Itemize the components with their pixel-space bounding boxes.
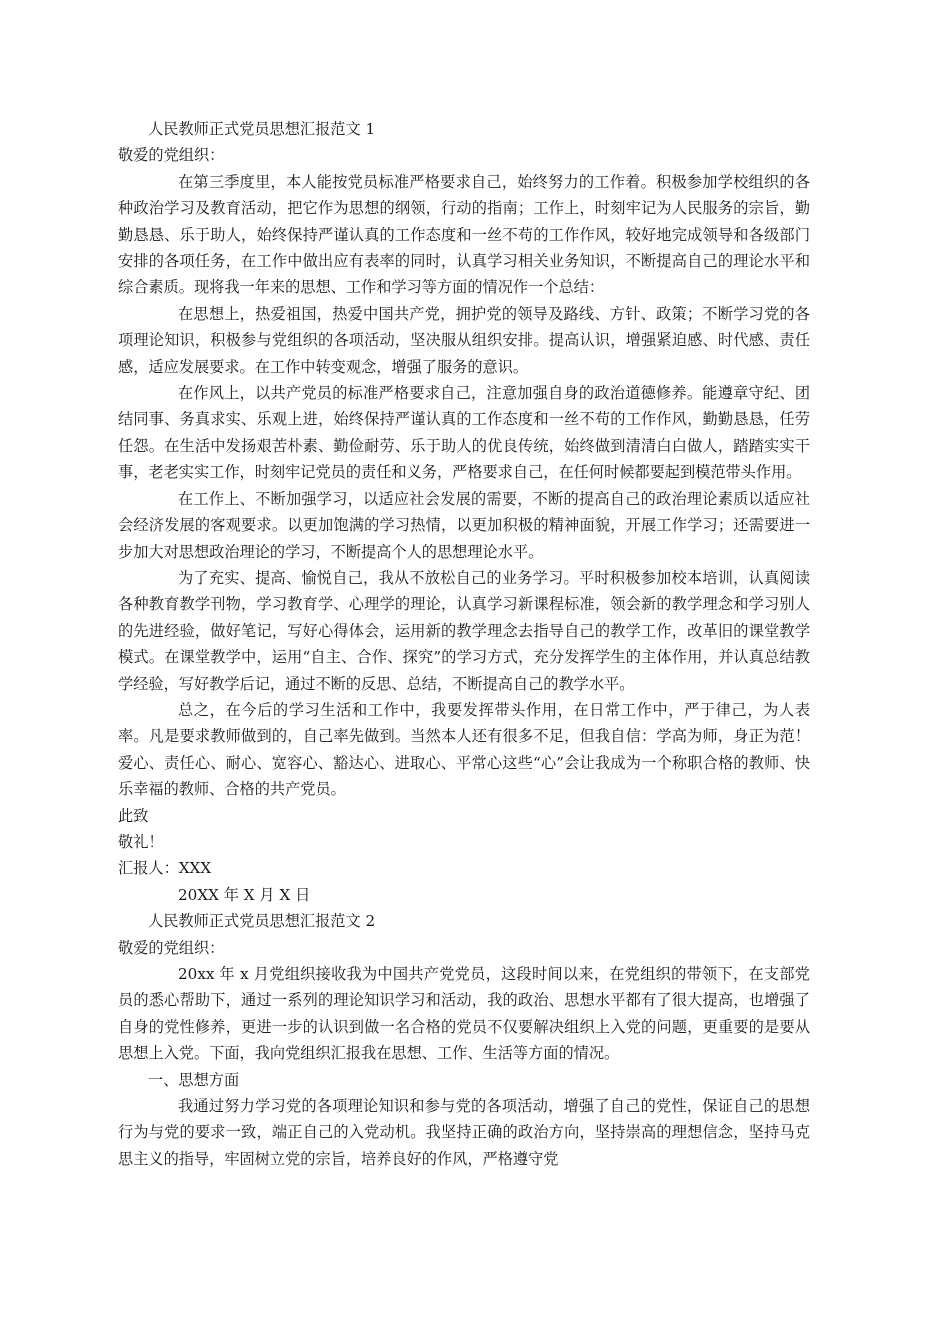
report-2-title: 人民教师正式党员思想汇报范文 2 <box>148 912 376 931</box>
report-1-salutation: 敬爱的党组织： <box>118 146 225 165</box>
report-1-paragraph: 为了充实、提高、愉悦自己，我从不放松自己的业务学习。平时积极参加校本培训，认真阅读各种教育教学刊物，学习教育学、心理学的理论，认真学习新课程标准，领会新的教学理念和学习别人的先进经验，做好笔记，写好心得体会，运用新的教学理念去指导自己的教学工作，改革旧的课堂教学模式。在课堂教学中，运用“自主、合作、探究”的学习方式，充分发挥学生的主体作用，并认真总结教学经验，写好教学后记，通过不断的反思、总结，不断提高自己的教学水平。 <box>118 568 810 693</box>
report-1-paragraph: 在作风上，以共产党员的标准严格要求自己，注意加强自身的政治道德修养。能遵章守纪、团结同事、务真求实、乐观上进，始终保持严谨认真的工作态度和一丝不苟的工作作风，勤勤恳恳，任劳任怨。在生活中发扬艰苦朴素、勤俭耐劳、乐于助人的优良传统，始终做到清清白白做人，踏踏实实干事，老老实实工作，时刻牢记党员的责任和义务，严格要求自己，在任何时候都要起到模范带头作用。 <box>118 384 810 482</box>
report-1-paragraph: 总之，在今后的学习生活和工作中，我要发挥带头作用，在日常工作中，严于律己，为人表率。凡是要求教师做到的，自己率先做到。当然本人还有很多不足，但我自信：学高为师，身正为范！爱心、责任心、耐心、宽容心、豁达心、进取心、平常心这些“心”会让我成为一个称职合格的教师、快乐幸福的教师、合格的共产党员。 <box>118 700 810 799</box>
report-1-paragraph: 在工作上、不断加强学习，以适应社会发展的需要，不断的提高自己的政治理论素质以适应社会经济发展的客观要求。以更加饱满的学习热情，以更加积极的精神面貌，开展工作学习；还需要进一步加大对思想政治理论的学习，不断提高个人的思想理论水平。 <box>118 489 810 561</box>
report-2-paragraph: 20xx 年 x 月党组织接收我为中国共产党党员，这段时间以来，在党组织的带领下，在支部党员的悉心帮助下，通过一系列的理论知识学习和活动，我的政治、思想水平都有了很大提高，也增强了自身的党性修养，更进一步的认识到做一名合格的党员不仅要解决组织上入党的问题，更重要的是要从思想上入党。下面，我向党组织汇报我在思想、工作、生活等方面的情况。 <box>118 965 810 1063</box>
report-1-closing-regards: 此致 <box>118 806 149 825</box>
report-1-paragraph: 在思想上，热爱祖国，热爱中国共产党，拥护党的领导及路线、方针、政策；不断学习党的各项理论知识，积极参与党组织的各项活动，坚决服从组织安排。提高认识，增强紧迫感、时代感、责任感，适应发展要求。在工作中转变观念，增强了服务的意识。 <box>118 304 810 376</box>
report-2-salutation: 敬爱的党组织： <box>118 938 225 957</box>
document-body <box>118 116 810 1172</box>
report-1-title: 人民教师正式党员思想汇报范文 1 <box>148 120 376 138</box>
report-1-date: 20XX 年 X 月 X 日 <box>178 885 311 904</box>
report-2-section-paragraph: 我通过努力学习党的各项理论知识和参与党的各项活动，增强了自己的党性，保证自己的思想行为与党的要求一致，端正自己的入党动机。我坚持正确的政治方向，坚持崇高的理想信念，坚持马克思主义的指导，牢固树立党的宗旨，培养良好的作风，严格遵守党 <box>118 1097 810 1168</box>
report-1-closing-salute: 敬礼！ <box>118 832 164 851</box>
report-1-paragraph: 在第三季度里，本人能按党员标准严格要求自己，始终努力的工作着。积极参加学校组织的各种政治学习及教育活动，把它作为思想的纲领，行动的指南；工作上，时刻牢记为人民服务的宗旨，勤勤恳恳、乐于助人，始终保持严谨认真的工作态度和一丝不苟的工作作风，较好地完成领导和各级部门安排的各项任务，在工作中做出应有表率的同时，认真学习相关业务知识，不断提高自己的理论水平和综合素质。现将我一年来的思想、工作和学习等方面的情况作一个总结： <box>118 172 810 297</box>
report-2-section-heading: 一、思想方面 <box>148 1070 240 1089</box>
report-1-reporter: 汇报人：XXX <box>118 859 212 878</box>
